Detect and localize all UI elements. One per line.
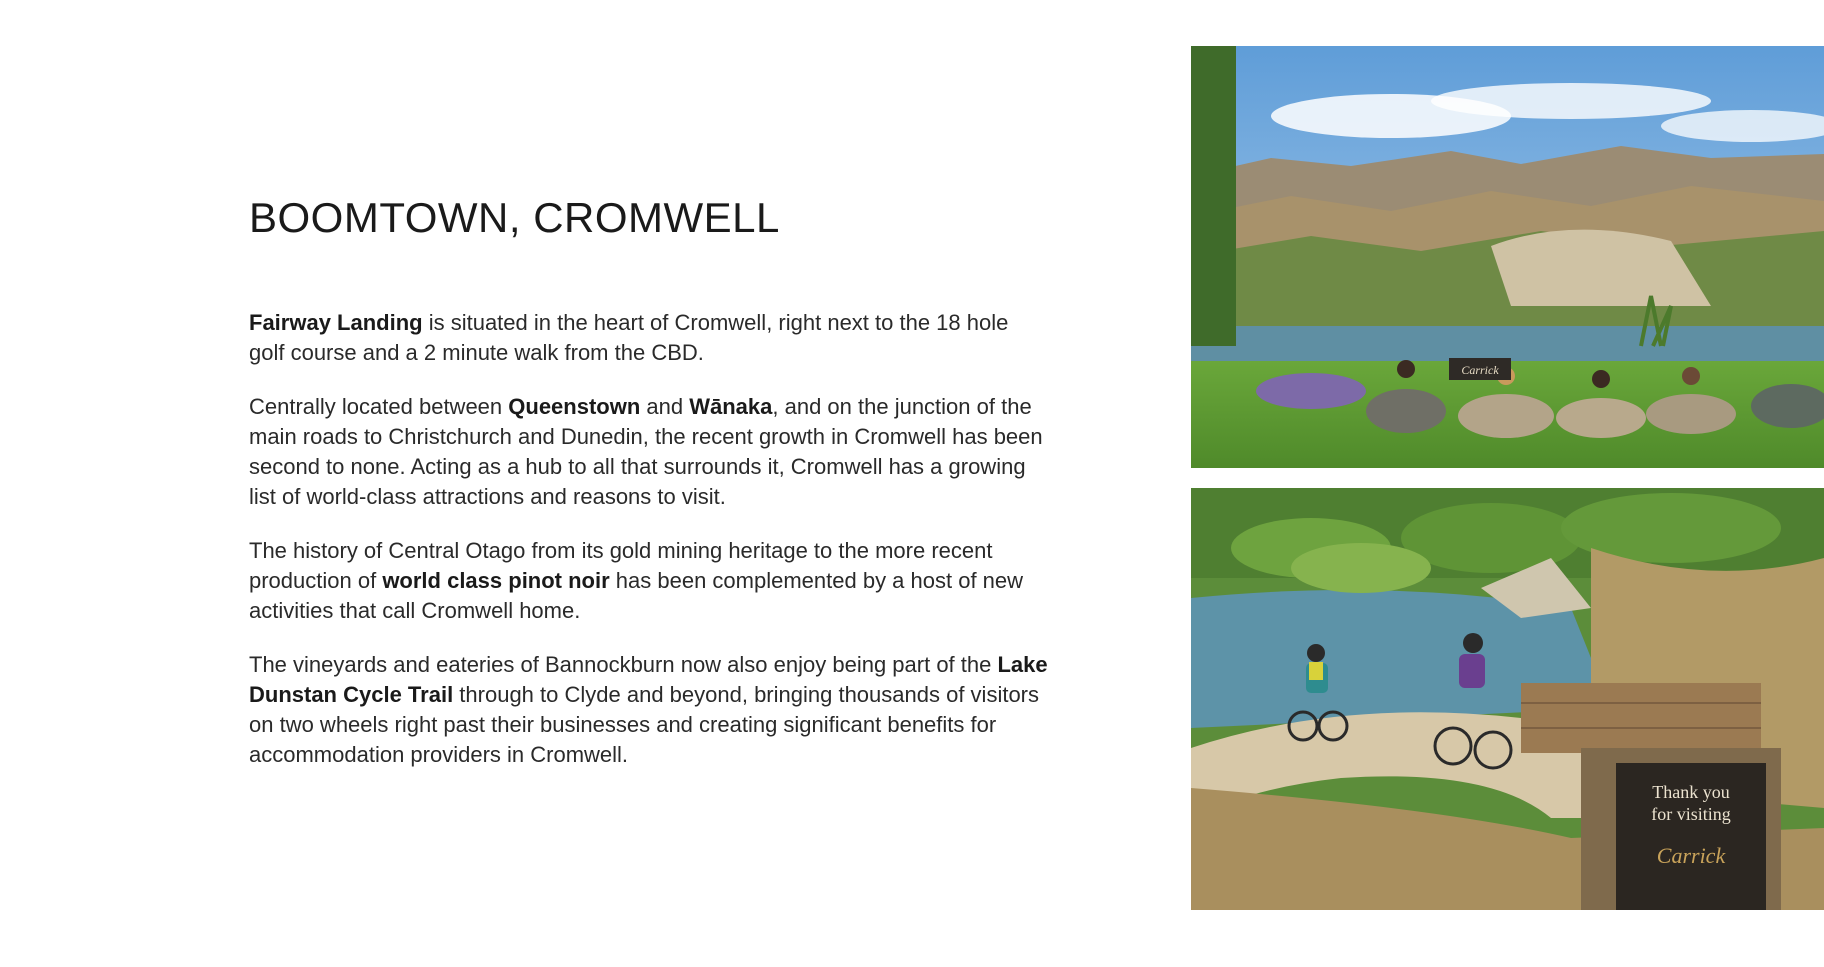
body-text — [249, 308, 1049, 770]
photo-lakeside-lawn — [1191, 46, 1824, 468]
paragraph-text: through to Clyde and beyond, bringing thousands of visitors on two wheels right past their businesses and creating significant benefits for accommodation providers in Cromwell. — [249, 682, 1040, 767]
paragraph-text: has been complemented by a host of new activities that call Cromwell home. — [249, 568, 1024, 623]
bold-text: Wānaka — [689, 394, 773, 419]
paragraph-text: , and on the junction of the main roads to Christchurch and Dunedin, the recent growth in Cromwell has been second to none. Acting as a hub to all that surrounds it, Cromwell has a growing list of world-class attractions and reasons to visit. — [249, 394, 1043, 509]
sign-carrick-brand: Carrick — [1656, 843, 1726, 868]
body-paragraph-2 — [249, 392, 1049, 512]
carrick-sign-text: Carrick — [1461, 363, 1499, 377]
body-paragraph-3 — [249, 536, 1049, 626]
body-paragraph-1 — [249, 308, 1049, 368]
paragraph-text: The history of Central Otago from its gold mining heritage to the more recent production of — [249, 538, 993, 593]
paragraph-text: Centrally located between — [249, 394, 509, 419]
bold-text: Lake Dunstan Cycle Trail — [249, 652, 1048, 707]
content-column — [249, 190, 1049, 794]
paragraph-text: and — [640, 394, 690, 419]
bold-text: world class pinot noir — [382, 568, 610, 593]
bold-text: Fairway Landing — [249, 310, 423, 335]
paragraph-text: The vineyards and eateries of Bannockburn now also enjoy being part of the — [249, 652, 998, 677]
bold-text: Queenstown — [508, 394, 641, 419]
sign-thank-you: Thank you — [1652, 782, 1730, 802]
photo-cycle-trail — [1191, 488, 1824, 910]
page-title: BOOMTOWN, CROMWELL — [249, 194, 780, 241]
body-paragraph-4 — [249, 650, 1049, 770]
paragraph-text: is situated in the heart of Cromwell, right next to the 18 hole golf course and a 2 minute walk from the CBD. — [249, 310, 1009, 365]
sign-for-visiting: for visiting — [1651, 804, 1731, 824]
